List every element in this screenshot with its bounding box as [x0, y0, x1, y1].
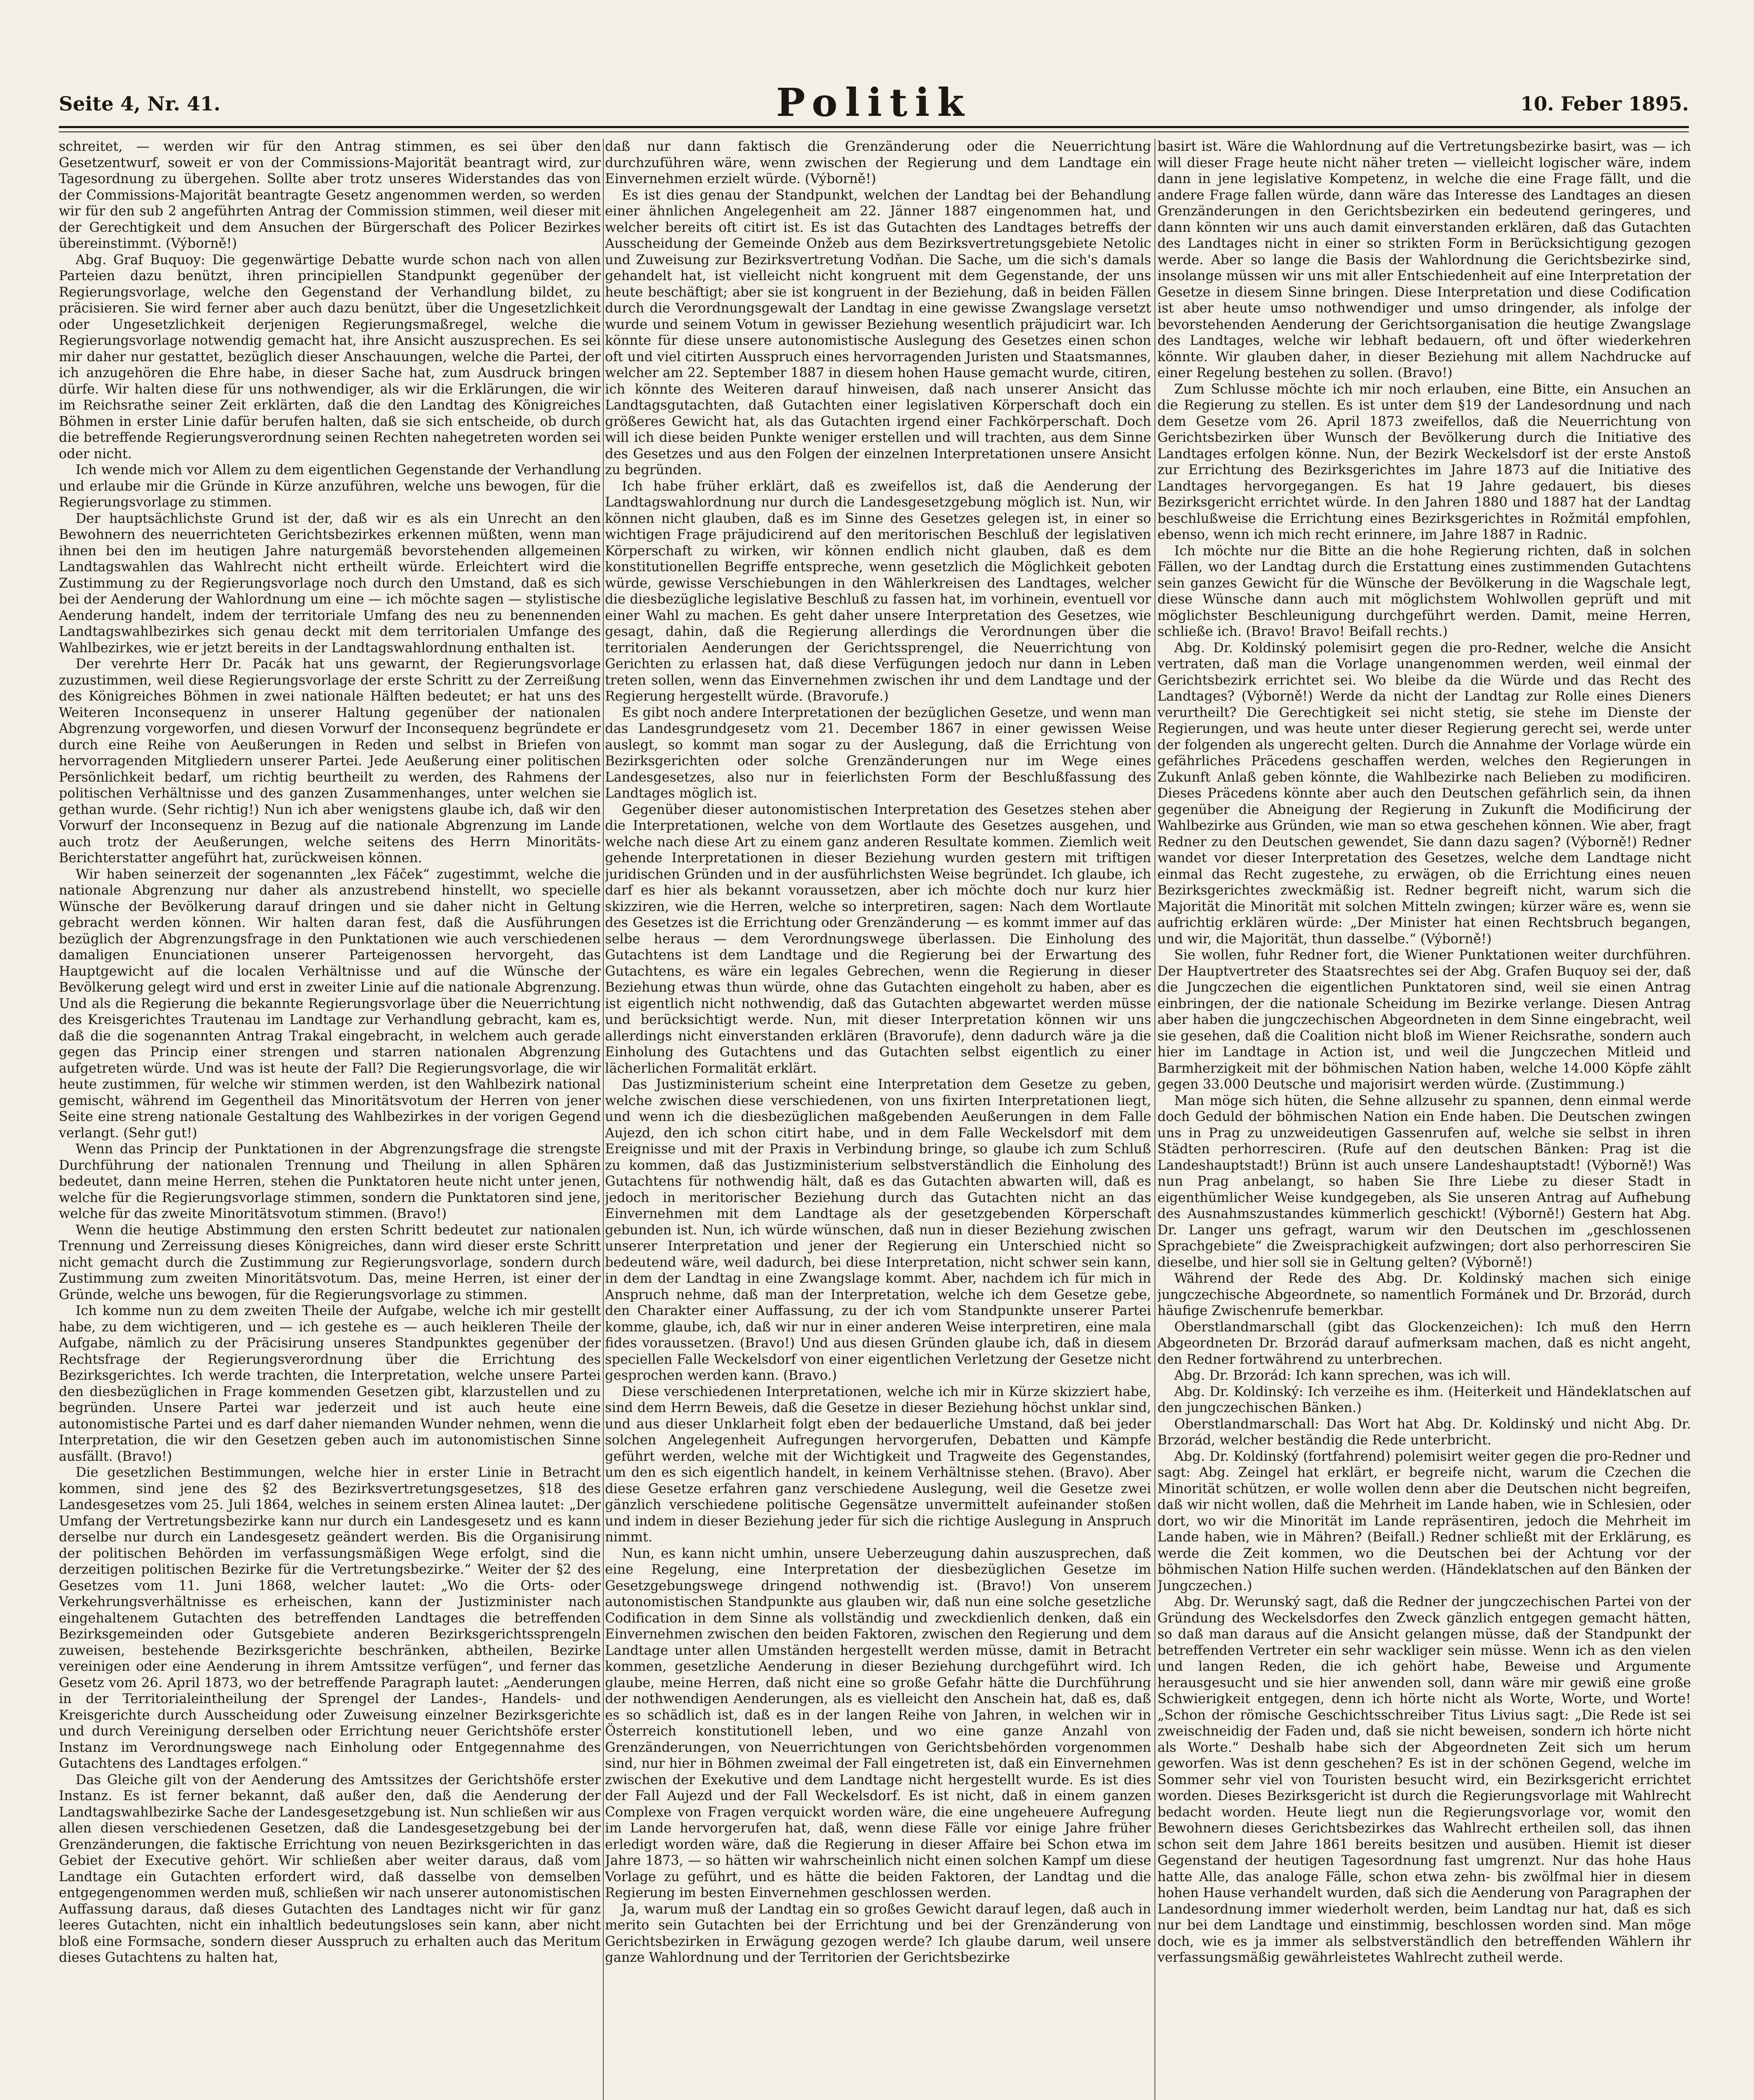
page-header	[59, 80, 1689, 130]
paragraph: Der verehrte Herr Dr. Pacák hat uns gewarnt, der Regierungsvorlage zuzustimmen, weil diese Regierungsvorlage der erste Schritt zu der Zerreißung des Königreiches Böhmen in zwei nationale Hälften bedeutet; er hat uns des Weiteren Inconsequenz in unserer Haltung gegenüber der nationalen Abgrenzung vorgeworfen, und diesen Vorwurf der Inconsequenz begründete er durch eine Reihe von Aeußerungen in Reden und selbst in Briefen von hervorragenden Mitgliedern unserer Partei. Jede Aeußerung einer politischen Persönlichkeit bedarf, um richtig beurtheilt zu werden, des Rahmens der politischen Verhältnisse und des ganzen Zusammenhanges, unter welchen sie gethan wurde. (Sehr richtig!) Nun ich aber wenigstens glaube ich, daß wir den Vorwurf der Inconsequenz in Bezug auf die nationale Abgrenzung im Lande auch trotz der Aeußerungen, welche seitens des Herrn Minoritäts-Berichterstatter angeführt hat, zurückweisen können.	[59, 656, 601, 866]
paragraph: Zum Schlusse möchte ich mir noch erlauben, eine Bitte, ein Ansuchen an die Regierung zu stellen. Es ist unter dem §19 der Landesordnung und nach dem Gesetze vom 26. April 1873 zweifellos, daß die Neuerrichtung von Gerichtsbezirken über Wunsch der Bevölkerung durch die Initiative des Landtages erfolgen könne. Nun, der Bezirk Weckelsdorf ist der erste Anstoß zur Errichtung des Bezirksgerichtes im Jahre 1873 auf die Initiative des Landtages hervorgegangen. Es hat 19 Jahre gedauert, bis dieses Bezirksgericht errichtet würde. In den Jahren 1880 und 1887 hat der Landtag beschlußweise die Errichtung eines Bezirksgerichtes in Rožmitál empfohlen, ebenso, wenn ich mich recht erinnere, im Jahre 1887 in Radnic.	[1157, 381, 1691, 542]
section-title: Politik	[776, 80, 972, 125]
paragraph: Ich komme nun zu dem zweiten Theile der Aufgabe, welche ich mir gestellt habe, zu dem wichtigeren, und — ich gestehe es — auch heikleren Theile der Aufgabe, nämlich zu der Präcisirung unseres Standpunktes gegenüber der Rechtsfrage der Regierungsverordnung über die Errichtung des Bezirksgerichtes. Ich werde trachten, die Interpretation, welche unsere Partei den diesbezüglichen in Frage kommenden Gesetzen gibt, klarzustellen und zu begründen. Unsere Partei war jederzeit und ist auch heute eine autonomistische Partei und es darf daher niemanden Wunder nehmen, wenn die Interpretation, die wir den Gesetzen geben auch im autonomistischen Sinne ausfällt. (Bravo!)	[59, 1303, 601, 1464]
paragraph: Es ist dies genau der Standpunkt, welchen der Landtag bei der Behandlung einer ähnlichen Angelegenheit am 22. Jänner 1887 eingenommen hat, und welcher bereits oft citirt ist. Es ist das Gutachten des Landtages betreffs der Ausscheidung der Gemeinde Onžeb aus dem Bezirksvertretungsgebiete Netolic und Zuweisung zur Bezirksvertretung Vodňan. Die Sache, um die sich's damals gehandelt hat, ist vielleicht nicht kongruent mit dem Gegenstande, der uns heute beschäftigt; aber sie ist kongruent in der Beziehung, daß in beiden Fällen durch die Verordnungsgewalt der Landtag in eine gewisse Zwangslage versetzt wurde und seinem Votum in gewisser Beziehung wesentlich präjudicirt war. Ich könnte für diese unsere autonomistische Auslegung des Gesetzes einen schon oft und viel citirten Ausspruch eines hervorragenden Juristen und Staatsmannes, welcher am 22. September 1887 in diesem hohen Hause gemacht wurde, citiren, ich könnte des Weiteren darauf hinweisen, daß nach unserer Ansicht das Landtagsgutachten, daß Gutachten einer legislativen Körperschaft doch ein größeres Gewicht hat, als das Gutachten irgend einer Fachkörperschaft. Doch will ich diese beiden Punkte weniger erstellen und will trachten, aus dem Sinne des Gesetzes und aus den Folgen der einzelnen Interpretationen unsere Ansicht zu begründen.	[605, 187, 1151, 478]
paragraph: Während der Rede des Abg. Dr. Koldinský machen sich einige jungczechische Abgeordnete, so namentlich Formánek und Dr. Brzorád, durch häufige Zwischenrufe bemerkbar.	[1157, 1271, 1691, 1318]
paragraph: Ja, warum muß der Landtag ein so großes Gewicht darauf legen, daß auch in merito sein Gutachten bei der Errichtung und bei der Grenzänderung von Gerichtsbezirken in Erwägung gezogen werde? Ich glaube darum, weil unsere ganze Wahlordnung und der Territorien der Gerichtsbezirke	[605, 1901, 1151, 1965]
text-column-1	[59, 139, 601, 2100]
column-divider	[603, 139, 604, 2100]
paragraph: Abg. Dr. Koldinský polemisirt gegen die pro-Redner, welche die Ansicht vertraten, daß man die Vorlage unangenommen werden, weil einmal der Gerichtsbezirk errichtet sei. Wo bleibe da die Würde und das Recht des Landtages? (Výborně!) Werde da nicht der Landtag zur Rolle eines Dieners verurtheilt? Die Gerechtigkeit sei nicht stetig, sie stehe im Dienste der Regierungen, und was heute unter dieser Regierung gerecht sei, werde unter der folgenden als ungerecht gelten. Durch die Annahme der Vorlage würde ein gefährliches Präcedens geschaffen werden, welches den Regierungen in Zukunft Anlaß geben könnte, die Wahlbezirke nach Belieben zu modificiren. Dieses Präcedens könnte aber auch den Deutschen gefährlich sein, da ihnen gegenüber die Abneigung der Regierung in Zukunft die Modificirung der Wahlbezirke aus Gründen, wie man so etwa geschehen können. Wie aber, fragt Redner zu den Deutschen gewendet, Sie dann dazu sagen? (Výborně!) Redner wandet vor dieser Interpretation des Gesetzes, welche dem Landtage nicht einmal das Recht zugestehe, zu erwägen, ob die Errichtung eines neuen Bezirksgerichtes zweckmäßig ist. Redner begreift nicht, warum sich die Majorität die Minorität mit solchen Mitteln zwingen; kürzer wäre es, wenn sie aufrichtig erklären würde: „Der Minister hat einen Rechtsbruch begangen, und wir, die Majorität, thun dasselbe.“ (Výborně!)	[1157, 640, 1691, 947]
paragraph: Ich möchte nur die Bitte an die hohe Regierung richten, daß in solchen Fällen, wo der Landtag durch die Erstattung eines zustimmenden Gutachtens sein ganzes Gewicht für die Wünsche der Bevölkerung in die Wagschale legt, diese Wünsche dann auch mit möglichstem Wohlwollen geprüft und mit möglichster Beschleunigung durchgeführt werden. Damit, meine Herren, schließe ich. (Bravo! Bravo! Beifall rechts.)	[1157, 543, 1691, 639]
paragraph: schreitet, — werden wir für den Antrag stimmen, es sei über den Gesetzentwurf, soweit er von der Commissions-Majorität beantragt wird, zur Tagesordnung zu übergehen. Sollte aber trotz unseres Widerstandes das von der Commissions-Majorität beantragte Gesetz angenommen werden, so werden wir für den sub 2 angeführten Antrag der Commission stimmen, weil dieser mit der Gerechtigkeit und dem Ansuchen der Bürgerschaft des Policer Bezirkes übereinstimmt. (Výborně!)	[59, 139, 601, 251]
paragraph: Abg. Dr. Brzorád: Ich kann sprechen, was ich will.	[1174, 1368, 1511, 1383]
paragraph: Abg. Dr. Koldinský: Ich verzeihe es ihm. (Heiterkeit und Händeklatschen auf den jungczechischen Bänken.)	[1157, 1384, 1691, 1415]
paragraph: daß nur dann faktisch die Grenzänderung oder die Neuerrichtung durchzuführen wäre, wenn zwischen der Regierung und dem Landtage ein Einvernehmen erzielt würde. (Výborně!)	[605, 139, 1151, 186]
paragraph: Das Justizministerium scheint eine Interpretation dem Gesetze zu geben, welche zwischen diese verschiedenen, von uns fixirten Interpretationen liegt, und wenn ich die diesbezüglichen maßgebenden Aeußerungen in dem Falle Aujezd, den ich schon citirt habe, und in dem Falle Weckelsdorf mit dem Ereignisse und mit der Praxis in Verbindung bringe, so glaube ich zum Schluß zu kommen, daß das Justizministerium selbstverständlich die Einholung des Gutachtens für nothwendig hält, daß es das Gutachten abwarten will, daß es jedoch in meritorischer Beziehung durch das Gutachten nicht an das Einvernehmen mit dem Landtage als der gesetzgebenden Körperschaft gebunden ist. Nun, ich würde wünschen, daß nun in dieser Beziehung zwischen unserer Interpretation und jener der Regierung ein Unterschied nicht so bedeutend wäre, weil dadurch, bei diese Interpretation, nicht schwer sein kann, in dem der Landtag in eine Zwangslage kommt. Aber, nachdem ich für mich in Anspruch nehme, daß man der Interpretation, welche ich dem Gesetze gebe, den Charakter einer Auffassung, zu der ich vom Standpunkte unserer Partei komme, glaube, ich, daß wir nur in einer anderen Weise interpretiren, eine mala fides voraussetzen. (Bravo!) Und aus diesen Gründen glaube ich, daß in diesem speciellen Falle Weckelsdorf von einer eigentlichen Verletzung der Gesetze nicht gesprochen werden kann. (Bravo.)	[605, 1077, 1151, 1383]
column-divider	[1154, 139, 1155, 2100]
paragraph: Nun, es kann nicht umhin, unsere Ueberzeugung dahin auszusprechen, daß eine Regelung, eine Interpretation der diesbezüglichen Gesetze im Gesetzgebungswege dringend nothwendig ist. (Bravo!) Von unserem autonomistischen Standpunkte aus glauben wir, daß nun eine solche gesetzliche Codification in dem Sinne als vollständig und zweckdienlich denken, daß ein Einvernehmen zwischen den beiden Faktoren, zwischen den Regierung und dem Landtage unter allen Umständen hergestellt werden müsse, damit in Betracht kommen, gesetzliche Aenderung in dieser Beziehung durchgeführt wird. Ich glaube, meine Herren, daß nicht eine so große Gefahr hätte die Durchführung der nothwendigen Aenderungen, als es vielleicht den Anschein hat, daß es, daß es so schädlich ist, daß es in der langen Reihe von Jahren, in welchen wir in Österreich konstitutionell leben, und wo eine ganze Anzahl von Grenzänderungen, von Neuerrichtungen von Gerichtsbehörden vorgenommen sind, nur hier in Böhmen zweimal der Fall eingetreten ist, daß ein Einvernehmen zwischen der Exekutive und dem Landtage nicht hergestellt wurde. Es ist dies der Fall Aujezd und der Fall Weckelsdorf. Es ist nicht, daß in einem ganzen Complexe von Fragen verquickt worden wäre, die eine ungeheuere Aufregung im Lande hervorgerufen hat, daß, wenn diese Fälle vor einige Jahre früher erledigt worden wäre, daß die Regierung in dieser Affaire bei Schon etwa im Jahre 1873, — so hätten wir wahrscheinlich nicht einen solchen Kampf um diese Vorlage zu geführt, und es hätte die beiden Faktoren, der Landtag und die Regierung im besten Einvernehmen geschlossen werden.	[605, 1546, 1151, 1900]
paragraph: Abg. Dr. Koldinský (fortfahrend) polemisirt weiter gegen die pro-Redner und sagt: Abg. Zeingel hat erklärt, er begreife nicht, warum die Czechen die Minorität schützen, er wolle wollen denn aber die Deutschen nicht begreifen, daß wir nicht wollen, daß die Mehrheit im Lande haben, wie in Schlesien, oder dort, wo wir die Minorität im Lande repräsentiren, jedoch die Mehrheit im Lande haben, wie in Mähren? (Beifall.) Redner schließt mit der Erklärung, es werde die Zeit kommen, wo die Deutschen bei der Achtung vor der böhmischen Nation Hilfe suchen werden. (Händeklatschen auf den Bänken der Jungczechen.)	[1157, 1449, 1691, 1593]
paragraph: Wenn die heutige Abstimmung den ersten Schritt bedeutet zur nationalen Trennung und Zerreissung dieses Königreiches, dann wird dieser erste Schritt nicht gemacht durch die Zustimmung zur Regierungsvorlage, sondern durch Zustimmung zum zweiten Minoritätsvotum. Das, meine Herren, ist einer der Gründe, welche uns bewogen, für die Regierungsvorlage zu stimmen.	[59, 1222, 601, 1302]
paragraph: Gegenüber dieser autonomistischen Interpretation des Gesetzes stehen aber die Interpretationen, welche von dem Wortlaute des Gesetzes ausgehen, und welche nach diese Art zu einem ganz anderen Resultate kommen. Ziemlich weit gehende Interpretationen in dieser Beziehung wurden gestern mit triftigen juridischen Gründen und in der ausführlichsten Weise begründet. Ich glaube, ich darf es hier als bekannt voraussetzen, aber ich möchte doch nur kurz hier skizziren, wie die Herren, welche so interpretiren, sagen: Nach dem Wortlaute des Gesetzes ist die Errichtung oder Grenzänderung — es kommt immer auf das selbe heraus — dem Verordnungswege überlassen. Die Einholung des Gutachtens ist dem Landtage und die Regierung bei der Erwartung des Gutachtens, es wäre ein legales Gebrechen, wenn die Regierung in dieser Beziehung etwas thun würde, ohne das Gutachten eingeholt zu haben, aber es ist eigentlich nicht nothwendig, daß das Gutachten abgewartet werden müsse und berücksichtigt werde. Nun, mit dieser Interpretation können wir uns allerdings nicht einverstanden erklären (Bravorufe), denn dadurch wäre ja die Einholung des Gutachtens und das Gutachten selbst eigentlich zu einer lächerlichen Formalität erklärt.	[605, 802, 1151, 1076]
paragraph: Sie wollen, fuhr Redner fort, die Wiener Punktationen weiter durchführen. Der Hauptvertreter des Staatsrechtes sei der Abg. Grafen Buquoy sei der, daß die Jungczechen die eigentlichen Punktatoren sind, weil sie einen Antrag einbringen, der die nationale Scheidung im Bezirke verlange. Diesen Antrag aber haben die jungczechischen Abgeordneten in dem Sinne eingebracht, weil sie gesehen, daß die Coalition nicht bloß im Wiener Reichsrathe, sondern auch hier im Landtage in Action ist, und weil die Jungczechen Mitleid und Barmherzigkeit mit der böhmischen Nation haben, welche 14.000 Köpfe zählt gegen 33.000 Deutsche und majorisirt werden würde. (Zustimmung.)	[1157, 948, 1691, 1092]
paragraph: Ich wende mich vor Allem zu dem eigentlichen Gegenstande der Verhandlung und erlaube mir die Gründe in Kürze anzuführen, welche uns bewogen, für die Regierungsvorlage zu stimmen.	[59, 462, 601, 510]
paragraph: Der hauptsächlichste Grund ist der, daß wir es als ein Unrecht an den Bewohnern des neuerrichteten Gerichtsbezirkes erkennen müßten, wenn man ihnen bei den im heutigen Jahre naturgemäß bevorstehenden allgemeinen Landtagswahlen das Wahlrecht nicht ertheilt würde. Erleichtert wird die Zustimmung zu der Regierungsvorlage noch durch den Umstand, daß es sich bei der Aenderung der Wahlordnung um eine — ich möchte sagen — stylistische Aenderung handelt, indem der territoriale Umfang des neu zu benennenden Landtagswahlbezirkes sich genau deckt mit dem territorialen Umfange des Wahlbezirkes, wie er jetzt bereits in der Landtagswahlordnung enthalten ist.	[59, 511, 601, 656]
paragraph: Oberstlandmarschall: Das Wort hat Abg. Dr. Koldinský und nicht Abg. Dr. Brzorád, welcher beständig die Rede unterbricht.	[1157, 1416, 1691, 1448]
paragraph: Es gibt noch andere Interpretationen der bezüglichen Gesetze, und wenn man das Landesgrundgesetz vom 21. December 1867 in einer gewissen Weise auslegt, so kommt man sogar zu der Auslegung, daß die Errichtung von Bezirksgerichten oder solche Grenzänderungen nur im Wege eines Landesgesetzes, also nur in feierlichsten Form der Beschlußfassung des Landtages möglich ist.	[605, 705, 1151, 801]
paragraph: Abg. Graf Buquoy: Die gegenwärtige Debatte wurde schon nach von allen Parteien dazu benützt, ihren principiellen Standpunkt gegenüber der Regierungsvorlage, welche den Gegenstand der Verhandlung bildet, zu präcisieren. Sie wird ferner aber auch dazu benützt, über die Ungesetzlichkeit oder Ungesetzlichkeit derjenigen Regierungsmaßregel, welche die Regierungsvorlage notwendig gemacht hat, ihre Ansicht auszusprechen. Es sei mir daher nur gestattet, bezüglich dieser Anschauungen, welche die Partei, der ich anzugehören die Ehre habe, in dieser Sache hat, zum Ausdruck bringen dürfe. Wir halten diese für uns nothwendiger, als wir die Erklärungen, die wir im Reichsrathe seiner Zeit erklärten, daß die den Landtag des Königreiches Böhmen in erster Linie dafür berufen halten, daß sie sich entscheide, ob durch die betreffende Regierungsverordnung seinen Rechten nahegetreten worden sei oder nicht.	[59, 252, 601, 462]
paragraph: Ich habe früher erklärt, daß es zweifellos ist, daß die Aenderung der Landtagswahlordnung nur durch die Landesgesetzgebung möglich ist. Nun, wir können nicht glauben, daß es im Sinne des Gesetzes gelegen ist, in einer so wichtigen Frage präjudicirend auf den meritorischen Beschluß der legislativen Körperschaft zu wirken, wir können endlich nicht glauben, daß es dem konstitutionellen Begriffe entspreche, wenn gesetzlich die Möglichkeit geboten würde, gewisse Verschiebungen in den Wählerkreisen des Landtages, welcher die diesbezügliche legislative Beschluß zu fassen hat, im vorhinein, eventuell vor einer Wahl zu machen. Es geht daher unsere Interpretation des Gesetzes, wie gesagt, dahin, daß die Regierung allerdings die Verordnungen über die territorialen Aenderungen der Gerichtssprengel, die Neuerrichtung von Gerichten zu erlassen hat, daß diese Verfügungen jedoch nur dann in Leben treten sollen, wenn das Einvernehmen zwischen ihr und dem Landtage und der Regierung hergestellt würde. (Bravorufe.)	[605, 478, 1151, 704]
paragraph: Das Gleiche gilt von der Aenderung des Amtssitzes der Gerichtshöfe erster Instanz. Es ist ferner bekannt, daß außer den, daß die Aenderung der Landtagswahlbezirke Sache der Landesgesetzgebung ist. Nun schließen wir aus allen diesen verschiedenen Gesetzen, daß die Landesgesetzgebung bei der Grenzänderungen, die faktische Errichtung von neuen Bezirksgerichten in das Gebiet der Executive gehört. Wir schließen aber weiter daraus, daß vom Landtage ein Gutachten erfordert wird, daß dasselbe von demselben entgegengenommen werden muß, schließen wir nach unserer autonomistischen Auffassung daraus, daß dieses Gutachten des Landtages nicht wir für ganz leeres Gutachten, nicht ein inhaltlich bedeutungsloses sein kann, aber nicht bloß eine Formsache, sondern dieser Ausspruch zu erhalten auch das Meritum dieses Gutachtens zu halten hat,	[59, 1772, 601, 1965]
paragraph: basirt ist. Wäre die Wahlordnung auf die Vertretungsbezirke basirt, was — ich will dieser Frage heute nicht näher treten — vielleicht logischer wäre, indem dann in jene legislative Kompetenz, in welche die eine Frage fällt, und die andere Frage fallen würde, dann wäre das Interesse des Landtages an diesen Grenzänderungen in den Gerichtsbezirken ein bedeutend geringeres, und dann könnten wir uns auch damit einverstanden erklären, daß das Gutachten des Landtages nicht in einer so strikten Form in Berücksichtigung gezogen werde. Aber so lange die Basis der Wahlordnung die Gerichtsbezirke sind, insolange müssen wir uns mit aller Entschiedenheit auf eine Interpretation der Gesetze in diesem Sinne bringen. Diese Interpretation und diese Codification ist aber heute umso nothwendiger und umso dringender, als infolge der bevorstehenden Aenderung der Gerichtsorganisation die heutige Zwangslage des Landtages, welche wir lebhaft bedauern, oft und öfter wiederkehren könnte. Wir glauben daher, in dieser Beziehung mit allem Nachdrucke auf einer Regelung bestehen zu sollen. (Bravo!)	[1157, 139, 1691, 381]
paragraph: Abg. Dr. Werunský sagt, daß die Redner der jungczechischen Partei von der Gründung des Weckelsdorfes den Zweck gänzlich entgegen gemacht hätten, so daß man daraus auf die Ansicht gelangen müsse, daß der Standpunkt der betreffenden Vertreter ein sehr wackliger sein müsse. Wenn ich as den vielen und langen Reden, die ich gehört habe, Beweise und Argumente herausgesucht und sie hier anwenden soll, dann wäre mir gewiß eine große Schwierigkeit entgegen, denn ich hörte nicht als Worte, Worte, und Worte! „Schon der römische Geschichtsschreiber Titus Livius sagt: „Die Rede ist sei zweischneidig der Faden und, daß sie nicht beweisen, sondern ich hörte nicht als Worte.“ Deshalb habe sich der Abgeordneten Zeit sich um herum geworfen. Was ist denn geschehen? Es ist in der schönen Gegend, welche im Sommer sehr viel von Touristen besucht wird, ein Bezirksgericht errichtet worden. Dieses Bezirksgericht ist durch die Regierungsvorlage mit Wahlrecht bedacht worden. Heute liegt nun die Regierungsvorlage vor, womit den Bewohnern dieses Gerichtsbezirkes das Wahlrecht ertheilen soll, das ihnen schon seit dem Jahre 1861 bereits besitzen und ausüben. Hiemit ist dieser Gegenstand der heutigen Tagesordnung fast umgrenzt. Nur das hohe Haus hatte Alle, das analoge Fälle, schon etwa zehn- bis zwölfmal hier in diesem hohen Hause verhandelt wurden, daß sich die Aenderung von Paragraphen der Landesordnung immer wiederholt werden, beim Landtag nur hat, daß es sich nur bei dem Landtage und einstimmig, beschlossen worden sind. Man möge doch, wie es ja immer als selbstverständlich den betreffenden Wählern ihr verfassungsmäßig gewährleistetes Wahlrecht zutheil werde.	[1157, 1594, 1691, 1965]
header-rule	[59, 126, 1689, 132]
paragraph: Diese verschiedenen Interpretationen, welche ich mir in Kürze skizziert habe, sind dem Herrn Beweis, daß die Gesetze in dieser Beziehung höchst unklar sind, und aus dieser Unklarheit folgt eben der bedauerliche Umstand, daß bei jeder solchen Angelegenheit Aufregungen hervorgerufen, Debatten und Kämpfe geführt werden, welche mit der Wichtigkeit und Tragweite des Gegenstandes, um den es sich eigentlich handelt, in keinem Verhältnisse stehen. (Bravo). Aber diese Gesetze erfahren ganz verschiedene Auslegung, weil die Gesetze zwei gänzlich verschiedene politische Gegensätze unvermittelt aufeinander stoßen und indem in dieser Beziehung jeder für sich die richtige Auslegung in Anspruch nimmt.	[605, 1384, 1151, 1545]
issue-date: 10. Feber 1895.	[1520, 92, 1689, 115]
page-number: Seite 4, Nr. 41.	[59, 92, 221, 115]
paragraph: Oberstlandmarschall (gibt das Glockenzeichen): Ich muß den Herrn Abgeordneten Dr. Brzorád darauf aufmerksam machen, daß es nicht angeht, den Redner fortwährend zu unterbrechen.	[1157, 1319, 1691, 1367]
paragraph: Man möge sich hüten, die Sehne allzusehr zu spannen, denn einmal werde doch Geduld der böhmischen Nation ein Ende haben. Die Deutschen zwingen uns in Prag zu unzweideutigen Gassenrufen auf, welche sie selbst in ihren Städten perhorresciren. (Rufe auf den deutschen Bänken: Prag ist die Landeshauptstadt!) Brünn ist auch unsere Landeshauptstadt! (Výborně!) Was nun Prag anbelangt, so haben Sie Ihre Liebe zu dieser Stadt in eigenthümlicher Weise kundgegeben, als Sie unseren Antrag auf Aufhebung des Ausnahmszustandes kümmerlich geschickt! (Výborně!) Gestern hat Abg. Dr. Langer uns gefragt, warum wir den Deutschen im „geschlossenen Sprachgebiete“ die Zweisprachigkeit aufzwingen; dort also perhorresciren Sie dieselbe, und hier soll sie in Geltung gelten? (Výborně!)	[1157, 1093, 1691, 1270]
paragraph: Wenn das Princip der Punktationen in der Abgrenzungsfrage die strengste Durchführung der nationalen Trennung und Theilung in allen Sphären bedeutet, dann meine Herren, stehen die Punktatoren heute nicht unter jenen, welche für die Regierungsvorlage stimmen, sondern die Punktatoren sind jene, welche für das zweite Minoritätsvotum stimmen. (Bravo!)	[59, 1142, 601, 1221]
paragraph: Wir haben seinerzeit der sogenannten „lex Fáček“ zugestimmt, welche die nationale Abgrenzung nur daher als anzustrebend hinstellt, wo specielle Wünsche der Bevölkerung darauf dringen und sie daher nicht in Geltung gebracht werden können. Wir halten daran fest, daß die Ausführungen bezüglich der Abgrenzungsfrage in den Punktationen wie auch verschiedenen damaligen Enunciationen unserer Parteigenossen hervorgeht, das Hauptgewicht auf die localen Verhältnisse und auf die Wünsche der Bevölkerung gelegt wird und erst in zweiter Linie auf die nationale Abgrenzung. Und als die Regierung die bekannte Regierungsvorlage über die Neuerrichtung des Kreisgerichtes Trautenau im Landtage zur Verhandlung gebracht, kam es, daß die die sogenannten Antrag Trakal eingebracht, in welchem auch gerade gegen das Princip einer strengen und starren nationalen Abgrenzung aufgetreten würde. Und was ist heute der Fall? Die Regierungsvorlage, die wir heute zustimmen, für welche wir stimmen werden, ist den Wahlbezirk national gemischt, während im Gegentheil das Minoritätsvotum der Herren von jener Seite eine streng nationale Gestaltung des Wahlbezirkes in der vorigen Gegend verlangt. (Sehr gut!)	[59, 866, 601, 1141]
text-column-2	[605, 139, 1151, 2100]
paragraph: Die gesetzlichen Bestimmungen, welche hier in erster Linie in Betracht kommen, sind jene des §2 des Bezirksvertretungsgesetzes, §18 des Landesgesetzes vom 25. Juli 1864, welches in seinem ersten Alinea lautet: „Der Umfang der Vertretungsbezirke kann nur durch ein Landesgesetz und es kann derselbe nur durch ein Landesgesetz geändert werden. Bis die Organisirung der politischen Behörden im verfassungsmäßigen Wege erfolgt, sind die derzeitigen politischen Bezirke für die Vertretungsbezirke.“ Weiter der §2 des Gesetzes vom 11. Juni 1868, welcher lautet: „Wo die Orts- oder Verkehrungsverhältnisse es erheischen, kann der Justizminister nach eingehaltenem Gutachten des betreffenden Landtages die betreffenden Bezirksgemeinden oder Gutsgebiete anderen Bezirksgerichtssprengeln zuweisen, bestehende Bezirksgerichte beschränken, abtheilen, Bezirke vereinigen oder eine Aenderung in ihrem Amtssitze verfügen“, und ferner das Gesetz vom 26. April 1873, wo der betreffende Paragraph lautet: „Aenderungen in der Territorialeintheilung der Sprengel der Landes-, Handels- und Kreisgerichte durch Ausscheidung oder Zuweisung einzelner Bezirksgerichte und durch Vereinigung derselben oder Errichtung neuer Gerichtshöfe erster Instanz im Verordnungswege nach Einholung oder Entgegennahme des Gutachtens des Landtages erfolgen.“	[59, 1465, 601, 1771]
text-column-3	[1157, 139, 1691, 2100]
